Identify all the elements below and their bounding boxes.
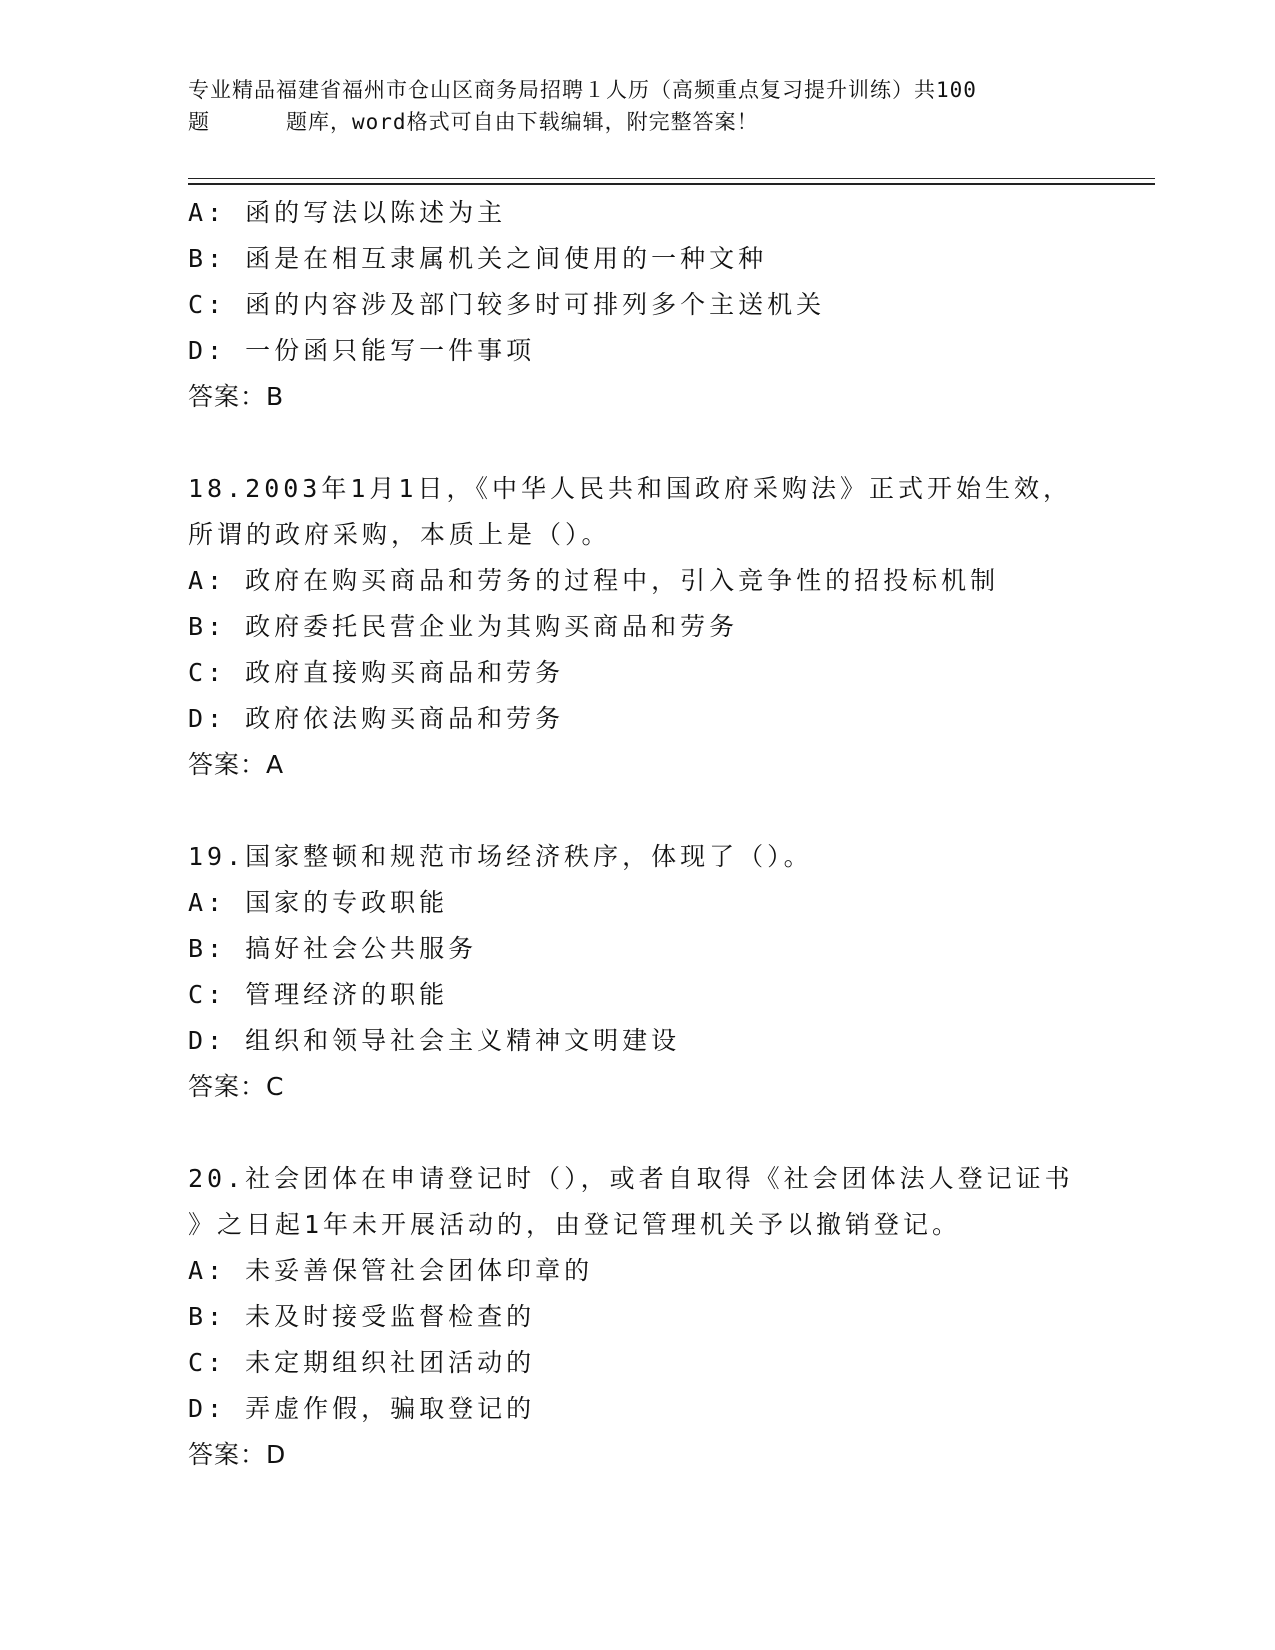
header-title-line2-left: 题 (188, 110, 210, 134)
option-c: C: 未定期组织社团活动的 (188, 1348, 536, 1377)
question-stem-continued: 》之日起1年未开展活动的，由登记管理机关予以撤销登记。 (188, 1210, 962, 1239)
header-divider-thin (188, 178, 1155, 179)
option-c: C: 管理经济的职能 (188, 980, 449, 1009)
header-title-line2-right: 题库，word格式可自由下载编辑，附完整答案！ (286, 110, 759, 134)
spacer (188, 1110, 1088, 1156)
option-c: C: 政府直接购买商品和劳务 (188, 658, 565, 687)
option-d: D: 一份函只能写一件事项 (188, 336, 536, 365)
question-17 (188, 190, 1088, 420)
header-title-line1: 专业精品福建省福州市仓山区商务局招聘１人历（高频重点复习提升训练）共100 (188, 78, 977, 102)
header-title-line2 (188, 106, 1088, 138)
option-d: D: 弄虚作假，骗取登记的 (188, 1394, 536, 1423)
question-19 (188, 834, 1088, 1110)
option-b: B: 搞好社会公共服务 (188, 934, 478, 963)
spacer (188, 420, 1088, 466)
document-header (188, 74, 1088, 138)
option-a: A: 政府在购买商品和劳务的过程中，引入竞争性的招投标机制 (188, 566, 1000, 595)
question-18 (188, 466, 1088, 788)
question-stem: 18.2003年1月1日，《中华人民共和国政府采购法》正式开始生效， (188, 474, 1072, 503)
answer: 答案：B (188, 382, 285, 411)
option-b: B: 政府委托民营企业为其购买商品和劳务 (188, 612, 739, 641)
question-stem: 19.国家整顿和规范市场经济秩序，体现了（）。 (188, 842, 813, 871)
option-b: B: 未及时接受监督检查的 (188, 1302, 536, 1331)
option-b: B: 函是在相互隶属机关之间使用的一种文种 (188, 244, 768, 273)
option-d: D: 组织和领导社会主义精神文明建设 (188, 1026, 681, 1055)
option-a: A: 函的写法以陈述为主 (188, 198, 507, 227)
question-20 (188, 1156, 1088, 1478)
question-stem-continued: 所谓的政府采购，本质上是（）。 (188, 520, 611, 549)
option-c: C: 函的内容涉及部门较多时可排列多个主送机关 (188, 290, 826, 319)
header-divider-thick (188, 183, 1155, 185)
answer: 答案：C (188, 1072, 285, 1101)
question-stem: 20.社会团体在申请登记时（），或者自取得《社会团体法人登记证书 (188, 1164, 1074, 1193)
option-a: A: 未妥善保管社会团体印章的 (188, 1256, 594, 1285)
answer: 答案：D (188, 1440, 287, 1469)
answer: 答案：A (188, 750, 285, 779)
question-list (188, 190, 1088, 1478)
option-a: A: 国家的专政职能 (188, 888, 449, 917)
spacer (188, 788, 1088, 834)
option-d: D: 政府依法购买商品和劳务 (188, 704, 565, 733)
